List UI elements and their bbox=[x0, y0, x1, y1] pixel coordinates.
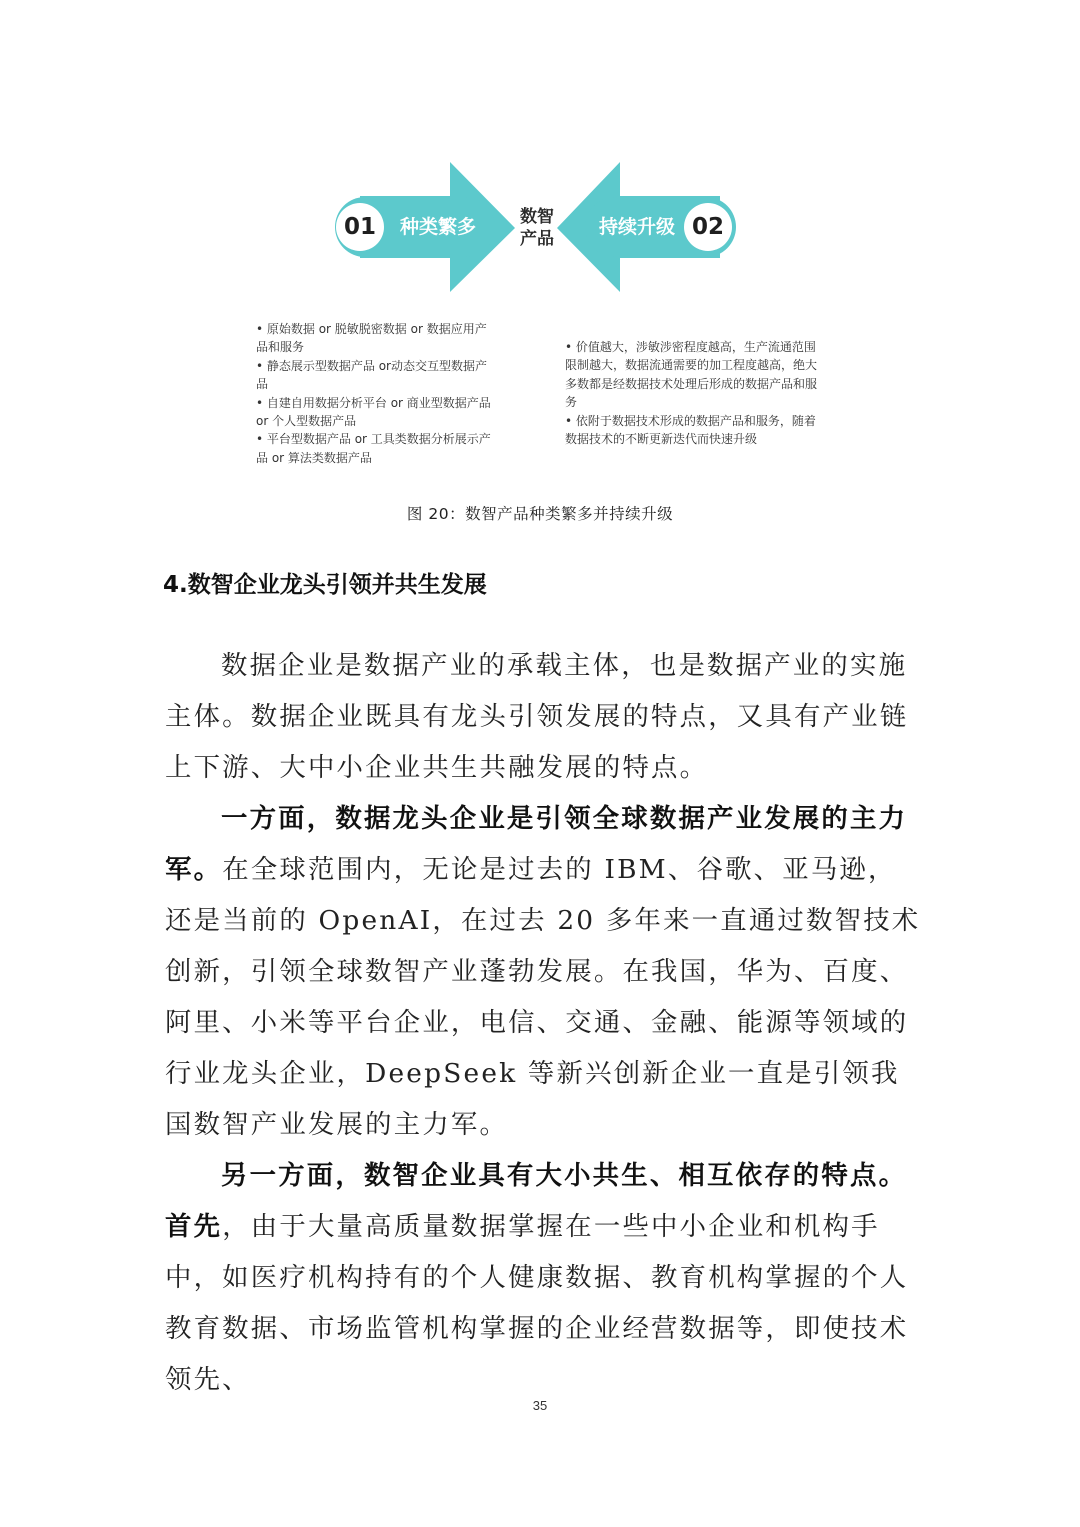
left-pill-number: 01 bbox=[343, 214, 376, 240]
left-bullet-line: • 自建自用数据分析平台 or 商业型数据产品 bbox=[256, 395, 491, 410]
right-bullet-list bbox=[565, 338, 835, 448]
figure-graphic bbox=[0, 0, 1080, 540]
left-bullet-line: • 原始数据 or 脱敏脱密数据 or 数据应用产 bbox=[256, 322, 487, 336]
left-bullet-line: 品和服务 bbox=[256, 340, 305, 355]
right-bullet-line: • 依附于数据技术形成的数据产品和服务，随着 bbox=[565, 413, 816, 428]
left-bullet-line: • 静态展示型数据产品 or动态交互型数据产 bbox=[256, 358, 487, 373]
paragraph-1: 数据企业是数据产业的承载主体，也是数据产业的实施主体。数据企业既具有龙头引领发展的特点，又具有产业链上下游、大中小企业共生共融发展的特点。 bbox=[165, 650, 909, 783]
right-pill-number: 02 bbox=[691, 214, 724, 240]
figure-caption: 图 20：数智产品种类繁多并持续升级 bbox=[406, 505, 674, 523]
left-bullet-line: • 平台型数据产品 or 工具类数据分析展示产 bbox=[256, 432, 491, 447]
paragraph-2-body: 在全球范围内，无论是过去的 IBM、谷歌、亚马逊，还是当前的 OpenAI，在过去 20 多年来一直通过数智技术创新，引领全球数智产业蓬勃发展。在我国，华为、百度、阿里、小米等平台企业，电信、交通、金融、能源等领域的行业龙头企业，DeepSeek 等新兴创新企业一直是引领我国数智产业发展的主力军。 bbox=[165, 854, 921, 1140]
page-number: 35 bbox=[532, 1398, 548, 1413]
left-bullet-list bbox=[256, 320, 516, 467]
body-text bbox=[165, 640, 925, 1405]
left-bullet-line: 品 or 算法类数据产品 bbox=[256, 450, 372, 465]
paragraph-3-lead: 另一方面，数智企业具有大小共生、相互依存的特点。首先 bbox=[165, 1160, 908, 1242]
paragraph-3-body: ，由于大量高质量数据掌握在一些中小企业和机构手中，如医疗机构持有的个人健康数据、教育机构掌握的个人教育数据、市场监管机构掌握的企业经营数据等，即使技术领先、 bbox=[165, 1211, 909, 1395]
right-bullet-line: • 价值越大，涉敏涉密程度越高，生产流通范围 bbox=[565, 340, 816, 354]
center-label-line2: 产品 bbox=[520, 229, 554, 249]
right-bullet-line: 多数都是经数据技术处理后形成的数据产品和服 bbox=[565, 376, 818, 391]
left-pill-label: 种类繁多 bbox=[400, 216, 477, 238]
left-bullet-line: 品 bbox=[256, 377, 269, 392]
section-heading: 4.数智企业龙头引领并共生发展 bbox=[163, 572, 487, 598]
paragraph-3 bbox=[165, 1150, 925, 1405]
right-bullet-line: 务 bbox=[565, 395, 578, 410]
paragraph-2-lead: 一方面，数据龙头企业是引领全球数据产业发展的主力军。 bbox=[165, 803, 908, 885]
right-bullet-line: 限制越大，数据流通需要的加工程度越高，绝大 bbox=[565, 358, 818, 373]
center-label-line1: 数智 bbox=[520, 207, 554, 227]
right-pill-label: 持续升级 bbox=[599, 216, 676, 238]
figure-data-products bbox=[0, 0, 1080, 540]
right-bullet-line: 数据技术的不断更新迭代而快速升级 bbox=[565, 432, 758, 447]
left-bullet-line: or 个人型数据产品 bbox=[256, 414, 357, 429]
paragraph-2 bbox=[165, 793, 925, 1150]
center-label bbox=[512, 206, 562, 250]
